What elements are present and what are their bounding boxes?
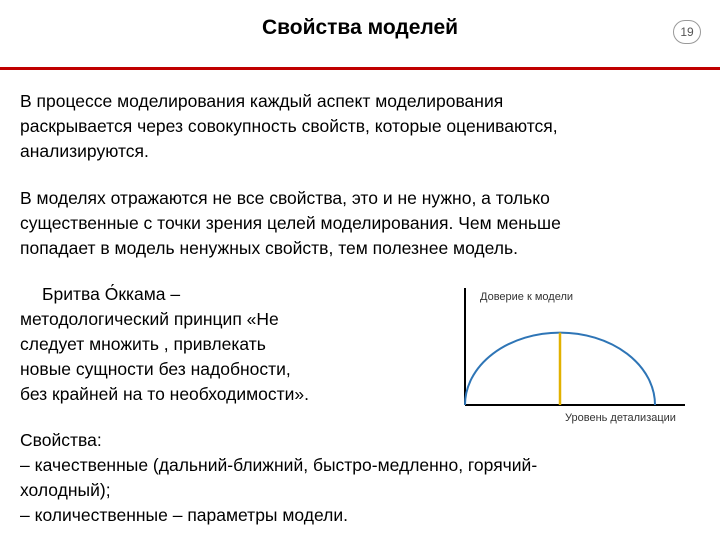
text-line: Свойства: xyxy=(20,430,102,450)
text-line: существенные с точки зрения целей моделирования. Чем меньше xyxy=(20,213,561,233)
text-line: новые сущности без надобности, xyxy=(20,359,291,379)
text-line: раскрывается через совокупность свойств, которые оцениваются, xyxy=(20,116,558,136)
slide-title: Свойства моделей xyxy=(261,16,459,39)
text-line: – количественные – параметры модели. xyxy=(20,505,348,525)
y-axis-label: Доверие к модели xyxy=(480,291,574,303)
text-line: холодный); xyxy=(20,480,111,500)
x-axis-label: Уровень детализации xyxy=(565,412,676,424)
text-line: Бритва О́ккама – xyxy=(42,284,181,304)
paragraph-property-types xyxy=(20,428,710,528)
text-line: методологический принцип «Не xyxy=(20,309,279,329)
title-divider xyxy=(0,67,720,70)
text-line: следует множить , привлекать xyxy=(20,334,266,354)
page-number: 19 xyxy=(673,20,701,44)
text-line: В моделях отражаются не все свойства, это и не нужно, а только xyxy=(20,188,550,208)
text-line: анализируются. xyxy=(20,141,149,161)
text-line: – качественные (дальний-ближний, быстро-медленно, горячий- xyxy=(20,455,538,475)
text-line: без крайней на то необходимости». xyxy=(20,384,310,404)
text-line: попадает в модель ненужных свойств, тем полезнее модель. xyxy=(20,238,518,258)
trust-detail-chart xyxy=(455,280,695,426)
paragraph-essential-properties xyxy=(20,186,710,261)
paragraph-modeling-aspects xyxy=(20,89,710,164)
text-line: В процессе моделирования каждый аспект моделирования xyxy=(20,91,504,111)
paragraph-occams-razor xyxy=(20,282,440,407)
